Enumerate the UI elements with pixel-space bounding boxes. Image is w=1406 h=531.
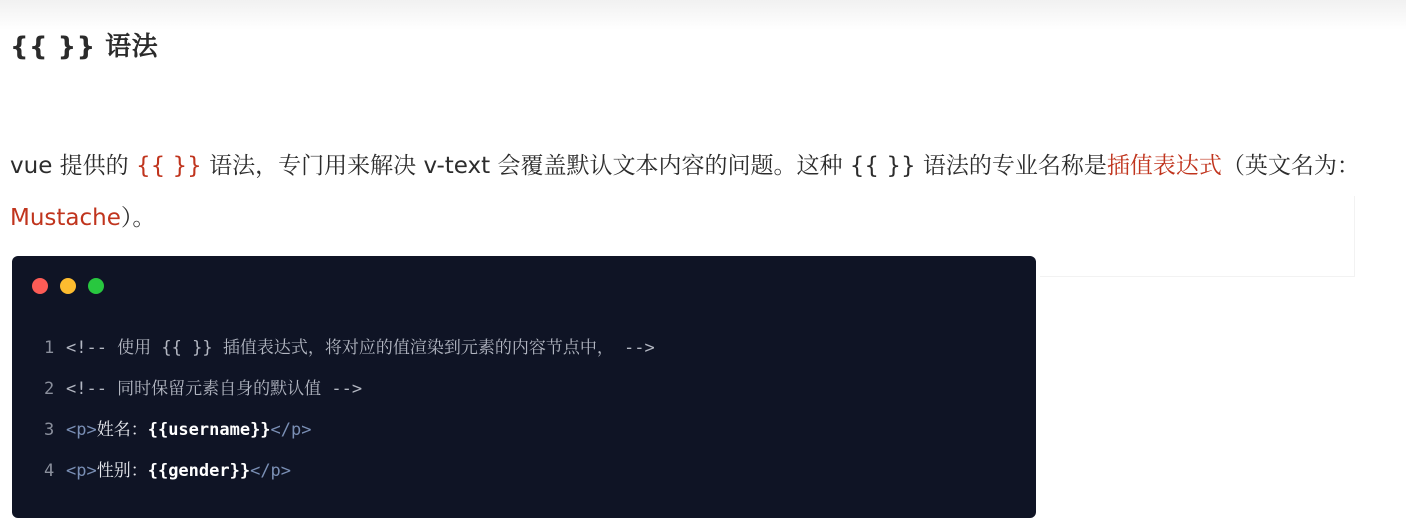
code-mustache: {{gender}} [147, 461, 251, 481]
code-close-tag: </p> [250, 461, 292, 481]
code-line [44, 369, 655, 410]
window-close-dot [32, 278, 48, 294]
background-panel-edge [1040, 196, 1355, 277]
window-maximize-dot [88, 278, 104, 294]
line-number: 4 [44, 461, 55, 481]
code-comment: <!-- 同时保留元素自身的默认值 --> [66, 379, 363, 399]
line-number: 1 [44, 338, 55, 358]
code-line [44, 328, 655, 369]
paragraph-text: ）。 [120, 205, 156, 231]
mustache-term: Mustache [10, 205, 121, 231]
top-fade [0, 0, 1406, 30]
code-text: 性别： [96, 461, 148, 481]
code-line [44, 451, 655, 492]
interpolation-term: 插值表达式 [1106, 153, 1222, 179]
code-open-tag: <p> [66, 461, 97, 481]
mustache-syntax-highlight: {{ }} [135, 153, 202, 179]
code-mustache: {{username}} [147, 420, 271, 440]
paragraph-text: 语法，专门用来解决 v-text 会覆盖默认文本内容的问题。这种 {{ }} 语法的专业名称是 [201, 153, 1107, 179]
code-open-tag: <p> [66, 420, 97, 440]
code-comment: <!-- 使用 {{ }} 插值表达式，将对应的值渲染到元素的内容节点中， --> [66, 338, 655, 358]
code-lines [44, 328, 655, 492]
line-number: 3 [44, 420, 55, 440]
window-minimize-dot [60, 278, 76, 294]
code-block [12, 256, 1036, 518]
line-number: 2 [44, 379, 55, 399]
paragraph-text: （英文名为： [1221, 153, 1360, 179]
code-text: 姓名： [96, 420, 148, 440]
code-line [44, 410, 655, 451]
paragraph-text: vue 提供的 [10, 153, 136, 179]
section-heading: {{ }} 语法 [10, 32, 159, 62]
code-close-tag: </p> [270, 420, 312, 440]
